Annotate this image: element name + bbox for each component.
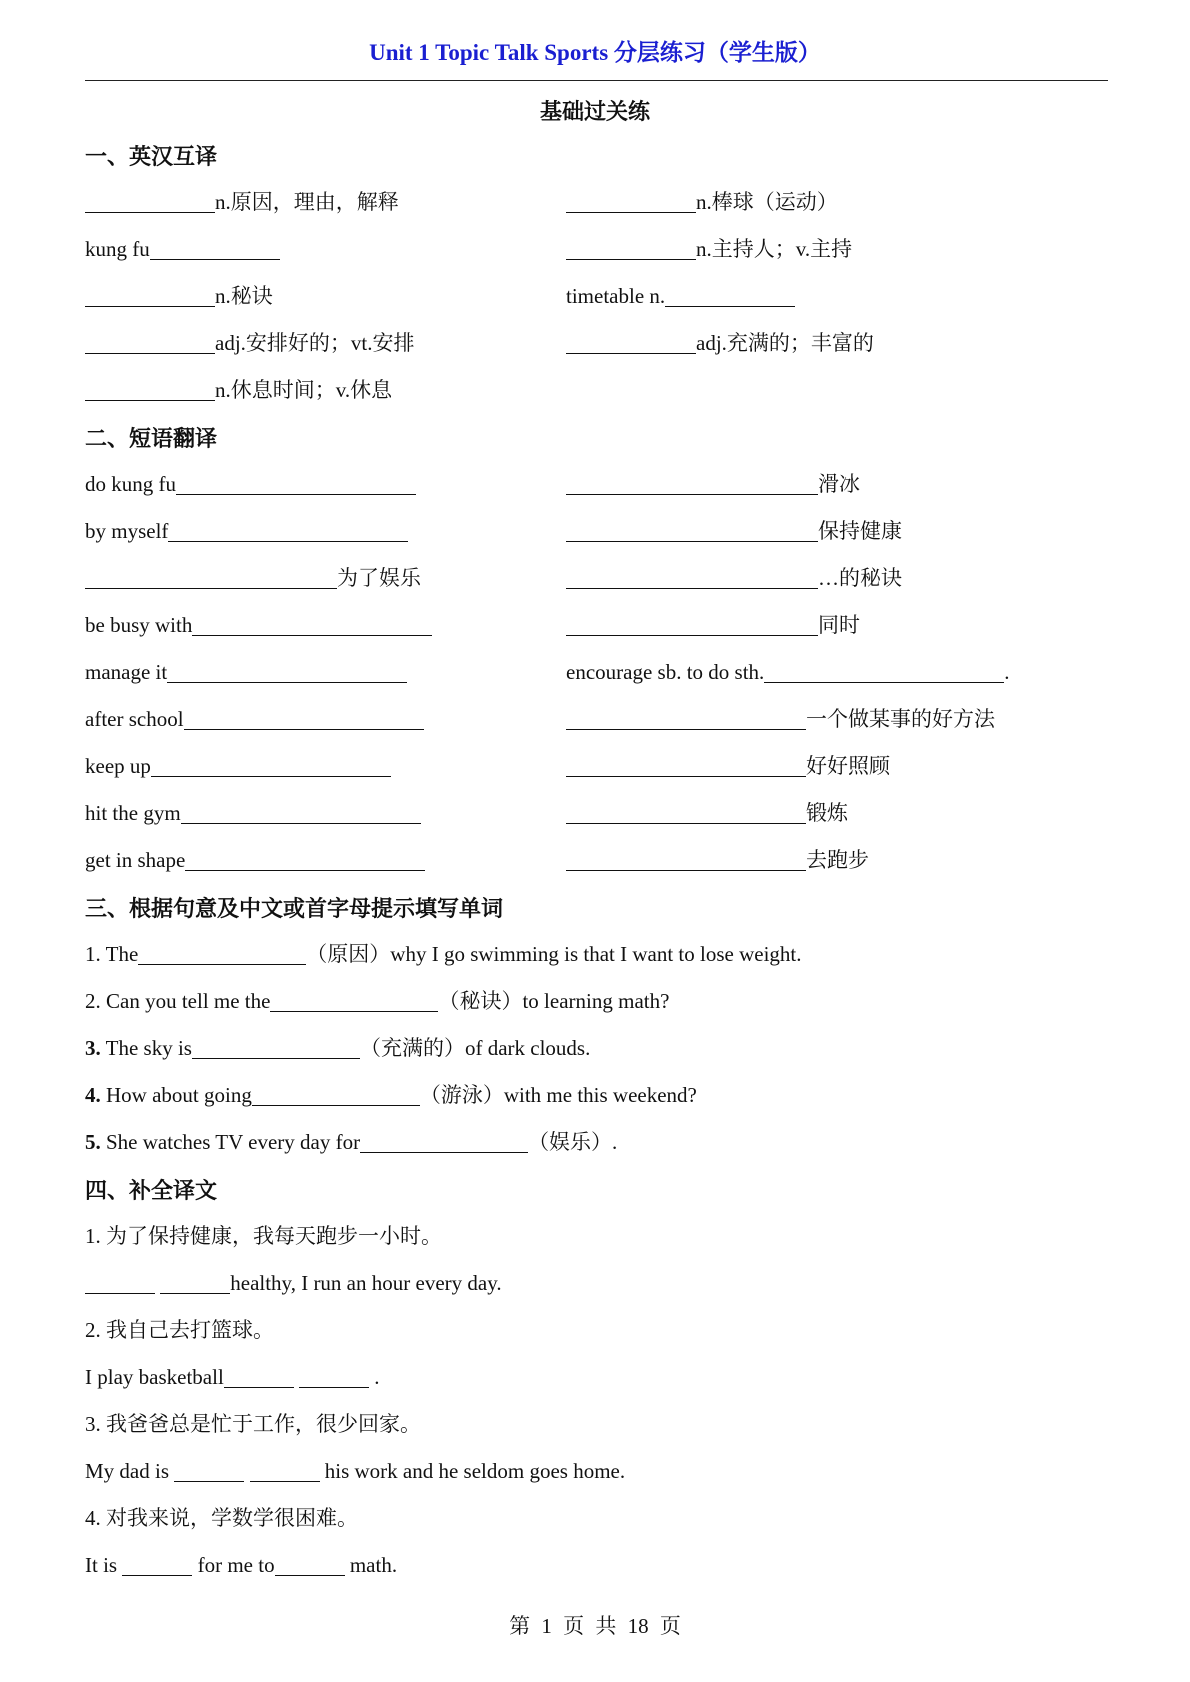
sec3-item-2: 2. Can you tell me the （秘诀）to learning math?	[85, 989, 670, 1013]
sec3-item-4: 4. How about going （游泳）with me this weekend?	[85, 1083, 697, 1107]
answer-blank[interactable]	[252, 1083, 420, 1106]
sec1-item-4: n.主持人；v.主持	[566, 235, 852, 263]
section-1-heading: 一、英汉互译	[85, 145, 218, 170]
page-subtitle: 基础过关练	[539, 100, 650, 125]
answer-blank[interactable]	[566, 707, 806, 730]
answer-blank[interactable]	[167, 660, 407, 683]
answer-blank[interactable]	[85, 566, 337, 589]
answer-blank[interactable]	[764, 660, 1004, 683]
header-divider	[85, 80, 1108, 81]
answer-blank[interactable]	[174, 1459, 244, 1482]
answer-blank[interactable]	[122, 1553, 192, 1576]
sec4-item-1-chinese: 1. 为了保持健康，我每天跑步一小时。	[85, 1224, 442, 1248]
answer-blank[interactable]	[566, 190, 696, 213]
answer-blank[interactable]	[566, 801, 806, 824]
answer-blank[interactable]	[85, 378, 215, 401]
page-footer: 第 1 页 共 18 页	[509, 1614, 681, 1638]
sec2-right-4: 同时	[566, 611, 860, 639]
sec1-item-5: n.秘诀	[85, 282, 273, 310]
sec2-left-7: keep up	[85, 752, 391, 780]
sec3-item-3: 3. The sky is （充满的）of dark clouds.	[85, 1036, 591, 1060]
answer-blank[interactable]	[184, 707, 424, 730]
sec4-item-2-english: I play basketball .	[85, 1365, 380, 1389]
sec4-item-4-english: It is for me to math.	[85, 1553, 398, 1577]
answer-blank[interactable]	[168, 519, 408, 542]
answer-blank[interactable]	[192, 1036, 360, 1059]
sec1-item-8: adj.充满的；丰富的	[566, 329, 874, 357]
sec2-left-2: by myself	[85, 517, 408, 545]
sec3-item-1: 1. The （原因）why I go swimming is that I want to lose weight.	[85, 942, 802, 966]
answer-blank[interactable]	[566, 566, 818, 589]
answer-blank[interactable]	[192, 613, 432, 636]
sec4-item-2-chinese: 2. 我自己去打篮球。	[85, 1318, 274, 1342]
sec2-right-7: 好好照顾	[566, 752, 890, 780]
sec1-item-6: timetable n.	[566, 282, 795, 310]
answer-blank[interactable]	[250, 1459, 320, 1482]
answer-blank[interactable]	[275, 1553, 345, 1576]
answer-blank[interactable]	[150, 237, 280, 260]
answer-blank[interactable]	[299, 1365, 369, 1388]
page-title: Unit 1 Topic Talk Sports 分层练习（学生版）	[369, 40, 821, 65]
sec1-item-9: n.休息时间；v.休息	[85, 376, 392, 404]
sec2-left-9: get in shape	[85, 846, 425, 874]
sec2-right-3: …的秘诀	[566, 564, 902, 592]
answer-blank[interactable]	[151, 754, 391, 777]
answer-blank[interactable]	[566, 754, 806, 777]
sec2-left-4: be busy with	[85, 611, 432, 639]
sec4-item-4-chinese: 4. 对我来说，学数学很困难。	[85, 1506, 358, 1530]
section-2-heading: 二、短语翻译	[85, 427, 218, 452]
sec2-left-6: after school	[85, 705, 424, 733]
sec2-right-6: 一个做某事的好方法	[566, 705, 995, 733]
sec1-item-7: adj.安排好的；vt.安排	[85, 329, 415, 357]
answer-blank[interactable]	[85, 331, 215, 354]
sec2-left-3: 为了娱乐	[85, 564, 421, 592]
sec4-item-1-english: healthy, I run an hour every day.	[85, 1269, 502, 1297]
answer-blank[interactable]	[138, 942, 306, 965]
sec3-item-5: 5. She watches TV every day for （娱乐）.	[85, 1130, 618, 1154]
answer-blank[interactable]	[160, 1271, 230, 1294]
sec2-left-1: do kung fu	[85, 470, 416, 498]
answer-blank[interactable]	[85, 284, 215, 307]
section-4-heading: 四、补全译文	[85, 1179, 218, 1204]
sec2-right-8: 锻炼	[566, 799, 848, 827]
sec1-item-2: n.棒球（运动）	[566, 188, 838, 216]
sec1-item-1: n.原因，理由，解释	[85, 188, 399, 216]
answer-blank[interactable]	[360, 1130, 528, 1153]
answer-blank[interactable]	[185, 848, 425, 871]
answer-blank[interactable]	[85, 190, 215, 213]
sec2-left-5: manage it	[85, 658, 407, 686]
sec4-item-3-chinese: 3. 我爸爸总是忙于工作，很少回家。	[85, 1412, 421, 1436]
answer-blank[interactable]	[566, 519, 818, 542]
section-3-heading: 三、根据句意及中文或首字母提示填写单词	[85, 897, 504, 922]
sec1-item-3: kung fu	[85, 235, 280, 263]
answer-blank[interactable]	[85, 1271, 155, 1294]
answer-blank[interactable]	[665, 284, 795, 307]
sec2-left-8: hit the gym	[85, 799, 421, 827]
answer-blank[interactable]	[224, 1365, 294, 1388]
answer-blank[interactable]	[566, 331, 696, 354]
answer-blank[interactable]	[566, 848, 806, 871]
answer-blank[interactable]	[181, 801, 421, 824]
sec2-right-5: encourage sb. to do sth. .	[566, 660, 1010, 684]
sec2-right-2: 保持健康	[566, 517, 902, 545]
sec4-item-3-english: My dad is his work and he seldom goes home.	[85, 1459, 626, 1483]
sec2-right-1: 滑冰	[566, 470, 860, 498]
answer-blank[interactable]	[566, 613, 818, 636]
answer-blank[interactable]	[566, 237, 696, 260]
answer-blank[interactable]	[270, 989, 438, 1012]
answer-blank[interactable]	[176, 472, 416, 495]
sec2-right-9: 去跑步	[566, 846, 869, 874]
answer-blank[interactable]	[566, 472, 818, 495]
